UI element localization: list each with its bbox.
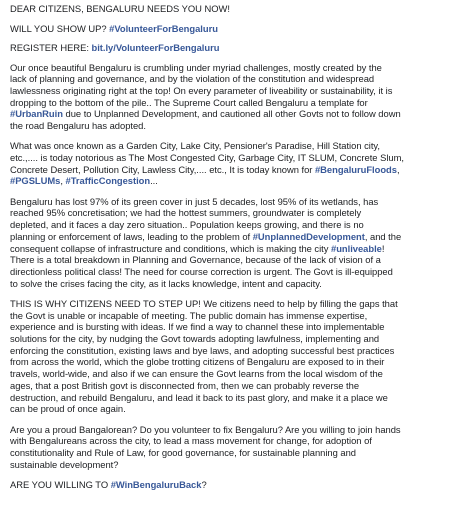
post-line (10, 23, 445, 35)
post-paragraph (10, 298, 445, 415)
post-line (10, 266, 445, 278)
post-text: the road Bengaluru has adopted. (10, 120, 146, 132)
post-line (10, 219, 445, 231)
post-text: dropping to the bottom of the pile.. The Supreme Court called Bengaluru a template for (10, 96, 368, 108)
post-line (10, 152, 445, 164)
post-text: etc.,.... is today notorious as The Most Congested City, Garbage City, IT SLUM, Concrete Slum, (10, 152, 404, 164)
post-text: Our once beautiful Bengaluru is crumbling under myriad challenges, mostly created by the (10, 61, 382, 73)
post-paragraph (10, 479, 445, 491)
post-line (10, 62, 445, 74)
post-paragraph (10, 424, 445, 471)
hashtag-link[interactable]: #BengaluruFloods (314, 163, 397, 175)
post-text: , (60, 175, 66, 187)
post-text: DEAR CITIZENS, BENGALURU NEEDS YOU NOW! (10, 3, 230, 14)
post-text: ARE YOU WILLING TO (10, 478, 111, 490)
post-line (10, 207, 445, 219)
post-line (10, 3, 445, 15)
post-text: to solve the crises facing the city, as it lacks knowledge, intent and capacity. (10, 277, 322, 289)
post-text: can be proud of once again. (10, 403, 126, 415)
post-text: solutions for the city, by nudging the Govt towards adopting lawfulness, implementing and (10, 333, 380, 345)
post-text: Concrete Desert, Pollution City, Lawless City,.... etc., It is today known for (10, 163, 315, 175)
post-text: WILL YOU SHOW UP? (10, 22, 110, 34)
post-paragraph (10, 23, 445, 35)
post-text: , (396, 163, 400, 175)
post-text: consequent collapse of infrastructure and conditions, which is making the city (10, 242, 331, 254)
post-line (10, 403, 445, 415)
post-line (10, 85, 445, 97)
post-line (10, 196, 445, 208)
post-text: sustainable development? (10, 458, 119, 470)
post-line (10, 345, 445, 357)
post-paragraph (10, 140, 445, 187)
post-line (10, 298, 445, 310)
hashtag-link[interactable]: #UrbanRuin (10, 108, 63, 120)
post-line (10, 479, 445, 491)
post-line (10, 447, 445, 459)
post-line (10, 278, 445, 290)
post-line (10, 435, 445, 447)
post-text: directionless political class! The need for course correction is urgent. The Govt is ill-equipped (10, 265, 393, 277)
post-text: from across the world, which the globe trotting citizens of Bengaluru are exposed to in their (10, 356, 385, 368)
hashtag-link[interactable]: #unliveable (331, 242, 382, 254)
post-text: travels, world-wide, and also if we can ensure the Govt learns from the local wisdom of the (10, 368, 383, 380)
post-paragraph (10, 42, 445, 54)
post-text: enforcing the constitution, existing laws and bye laws, and adopting successful best practices (10, 344, 395, 356)
post-line (10, 254, 445, 266)
post-text: experience and is bursting with ideas. If we find a way to channel these into implementable (10, 321, 385, 333)
post-text: planning or enforcement of laws, leading to the problem of (10, 230, 253, 242)
post-text: Bengaluru has lost 97% of its green cover in just 5 decades, lost 95% of its wetlands, has (10, 195, 379, 207)
hashtag-link[interactable]: #VolunteerForBengaluru (109, 22, 218, 34)
hashtag-link[interactable]: #PGSLUMs (10, 175, 61, 187)
post-paragraph (10, 62, 445, 132)
post-text: Are you a proud Bangalorean? Do you volunteer to fix Bengaluru? Are you willing to join hands (10, 423, 401, 435)
post-line (10, 368, 445, 380)
post-text: reached 95% concretisation; we had the hottest summers, groundwater is completely (10, 207, 362, 219)
post-line (10, 333, 445, 345)
register-link[interactable]: bit.ly/VolunteerForBengaluru (91, 42, 220, 53)
post-text: ! (381, 242, 385, 254)
post-line (10, 310, 445, 322)
post-text: the Govt is unable or incapable of meeting. The public domain has immense expertise, (10, 309, 368, 321)
post-line (10, 97, 445, 109)
post-text: destruction, and rebuild Bengaluru, and lead it back to its past glory, and make it a place we (10, 391, 388, 403)
post-line (10, 164, 445, 176)
post-line (10, 42, 445, 54)
post-text: ? (201, 478, 207, 490)
post-line (10, 140, 445, 152)
post-text: ages, that a post British govt is disconnected from, then we can probably reverse the (10, 379, 360, 391)
post-text: THIS IS WHY CITIZENS NEED TO STEP UP! We citizens need to help by filling the gaps that (10, 297, 398, 309)
post-line (10, 356, 445, 368)
post-line (10, 108, 445, 120)
post-text: depleted, and it faces a day zero situation.. Population keeps growing, and there is no (10, 219, 364, 231)
post-text: due to Unplanned Development, and cautioned all other Govts not to follow down (62, 108, 401, 120)
post-text: with Bengalureans across the city, to lead a mass movement for change, for adoption of (10, 435, 372, 447)
post-text: , and the (364, 230, 402, 242)
post-text: REGISTER HERE: (10, 42, 92, 53)
hashtag-link[interactable]: #UnplannedDevelopment (252, 230, 365, 242)
post-paragraph (10, 3, 445, 15)
post-text: lack of planning and governance, and by the violation of the constitution and widespread (10, 73, 375, 85)
post-line (10, 380, 445, 392)
post-line (10, 243, 445, 255)
post-line (10, 73, 445, 85)
post-text: What was once known as a Garden City, Lake City, Pensioner's Paradise, Hill Station city, (10, 140, 380, 152)
post-text: There is a total breakdown in Planning and Governance, because of the lack of vision of a (10, 254, 381, 266)
post-paragraph (10, 196, 445, 290)
post-line (10, 231, 445, 243)
post-text: lawlessness originating right at the top! On every parameter of liveability or sustainability, it is (10, 84, 393, 96)
post-line (10, 175, 445, 187)
post-line (10, 321, 445, 333)
hashtag-link[interactable]: #TrafficCongestion (65, 175, 151, 187)
post-line (10, 424, 445, 436)
post-line (10, 120, 445, 132)
post-line (10, 392, 445, 404)
post-line (10, 459, 445, 471)
post-text: constitutionality and Rule of Law, for good governance, for sustainable planning and (10, 446, 356, 458)
post-text: ... (150, 175, 158, 187)
hashtag-link[interactable]: #WinBengaluruBack (110, 478, 202, 490)
